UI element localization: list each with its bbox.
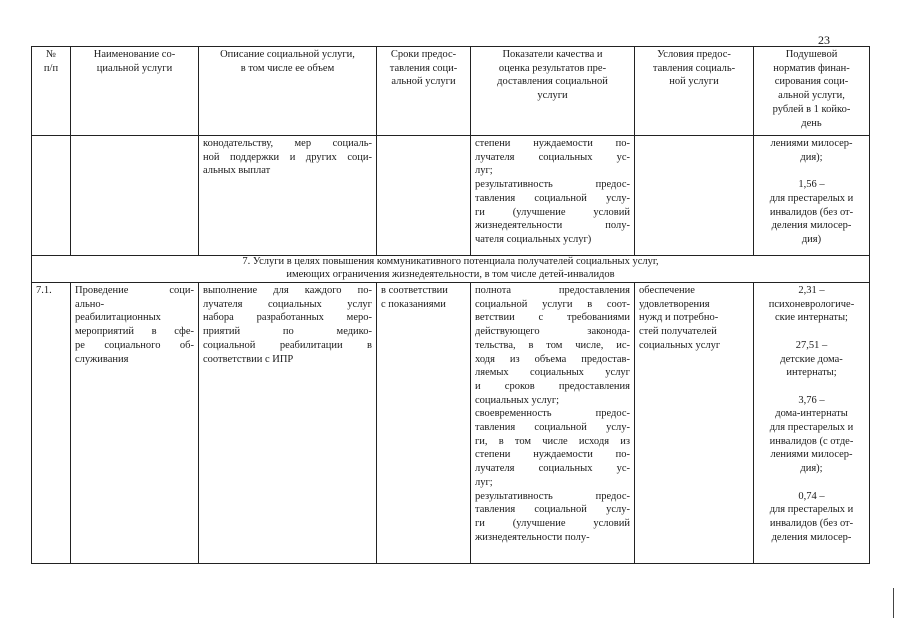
text-line: ги, в том числе исходя из	[475, 435, 630, 447]
service-norm-cell	[754, 283, 870, 564]
header-terms	[377, 47, 471, 136]
text-line: Описание социальной услуги,	[220, 49, 355, 60]
cont-norm-cell	[754, 136, 870, 256]
text-line: и сроков предоставления	[475, 380, 630, 392]
text-line: конодательству, мер социаль-	[203, 138, 372, 149]
text-line: Подушевой	[785, 49, 838, 60]
cont-number-cell	[32, 136, 71, 256]
cont-quality-cell	[471, 136, 635, 256]
text-line: служивания	[75, 353, 129, 365]
text-line: день	[801, 117, 822, 129]
services-table	[31, 46, 870, 564]
text-line: мероприятий в сфе-	[75, 326, 194, 338]
page-number: 23	[818, 33, 830, 47]
text-line: тавления соци-	[389, 62, 458, 74]
text-line: дия);	[800, 463, 823, 475]
text-line: альной услуги,	[778, 90, 845, 102]
text-line: социальных услуг;	[475, 394, 560, 406]
text-line: жизнедеятельности полу-	[475, 220, 630, 232]
header-conditions	[635, 47, 754, 136]
text-line: действующего законода-	[475, 326, 630, 338]
text-line: дия)	[801, 233, 822, 245]
text-line: рублей в 1 койко-	[772, 103, 851, 115]
text-line	[758, 325, 865, 339]
cont-description-cell	[199, 136, 377, 256]
text-line: интернаты;	[786, 367, 837, 379]
text-line: ре социального об-	[75, 339, 194, 351]
text-line: лучателя социальных ус-	[475, 463, 630, 475]
text-line: ально-	[75, 298, 105, 310]
text-line: нужд и потребно-	[639, 312, 719, 324]
text-line: лучателя социальных ус-	[475, 151, 630, 163]
header-norm	[754, 47, 870, 136]
text-line: луг;	[475, 165, 493, 177]
text-line: набора разработанных меро-	[203, 312, 372, 324]
text-line: доставления социальной	[497, 76, 608, 88]
section-title-line-2: имеющих ограничения жизнедеятельности, в том числе детей-инвалидов	[286, 268, 615, 280]
text-line: с показаниями	[381, 298, 446, 310]
table-header-row	[32, 47, 870, 136]
text-line: для престарелых и	[769, 192, 854, 204]
text-line: лениями милосер-	[770, 449, 853, 461]
section-heading	[32, 256, 870, 283]
text-line: социальных услуг	[639, 339, 721, 351]
text-line: результативность предос-	[475, 490, 630, 502]
text-line: луг;	[475, 476, 493, 488]
service-name-cell	[71, 283, 199, 564]
text-line: социальной услуги в соот-	[475, 298, 630, 310]
text-line: полнота предоставления	[475, 285, 630, 296]
header-number	[32, 47, 71, 136]
text-line: своевременность предос-	[475, 408, 630, 420]
text-line: Сроки предос-	[390, 49, 457, 60]
text-line: услуги	[537, 90, 568, 102]
text-line: Условия предос-	[657, 49, 731, 60]
text-line: №	[45, 49, 57, 60]
text-line: дия);	[800, 151, 823, 163]
text-line: ские интернаты;	[775, 312, 848, 324]
text-line: деления милосер-	[771, 531, 852, 543]
text-line: выполнение для каждого по-	[203, 285, 372, 296]
text-line: детские дома-	[780, 353, 843, 365]
service-conditions-cell	[635, 283, 754, 564]
row-number: 7.1.	[32, 283, 71, 564]
header-service-name	[71, 47, 199, 136]
header-description	[199, 47, 377, 136]
text-line: для престарелых и	[769, 504, 854, 516]
text-line: 2,31 –	[798, 285, 825, 296]
text-line: для престарелых и	[769, 422, 854, 434]
text-line: ги (улучшение условий	[475, 517, 630, 529]
text-line: инвалидов (с отде-	[769, 435, 854, 447]
text-line: стей получателей	[639, 326, 717, 338]
text-line: жизнедеятельности полу-	[475, 531, 590, 543]
text-line: ной услуги	[669, 76, 719, 88]
text-line	[758, 164, 865, 178]
text-line: 0,74 –	[798, 490, 825, 502]
text-line: в соответствии	[381, 285, 448, 296]
text-line: лучателя социальных услуг	[203, 298, 372, 310]
text-line: чателя социальных услуг)	[475, 233, 592, 245]
text-line: соответствии с ИПР	[203, 353, 294, 365]
text-line: альных выплат	[203, 165, 271, 177]
text-line: Наименование со-	[93, 49, 176, 60]
text-line: социальной реабилитации в	[203, 339, 372, 351]
text-line: тавления социальной услу-	[475, 192, 630, 204]
cont-terms-cell	[377, 136, 471, 256]
text-line: степени нуждаемости по-	[475, 138, 630, 149]
text-line: тавления социальной услу-	[475, 422, 630, 434]
text-line: норматив финан-	[773, 62, 850, 74]
text-line: обеспечение	[639, 285, 695, 296]
text-line: психоневрологиче-	[768, 298, 855, 310]
text-line: инвалидов (без от-	[769, 517, 854, 529]
text-line: альной услуги	[391, 76, 456, 88]
continued-row	[32, 136, 870, 256]
text-line: ветствии с требованиями	[475, 312, 630, 324]
text-line: ги (улучшение условий	[475, 206, 630, 218]
text-line: дома-интернаты	[775, 408, 848, 420]
text-line: тельства, в том числе, ис-	[475, 339, 630, 351]
text-line: тавления социальной услу-	[475, 504, 630, 516]
text-line: тавления социаль-	[652, 62, 736, 74]
text-line: ляемых социальных услуг	[475, 367, 630, 379]
text-line: инвалидов (без от-	[769, 206, 854, 218]
text-line: Проведение соци-	[75, 285, 194, 296]
header-quality	[471, 47, 635, 136]
scan-edge-mark	[893, 588, 894, 618]
text-line: сирования соци-	[774, 76, 849, 88]
section-title-line-1: 7. Услуги в целях повышения коммуникативного потенциала получателей социальных услуг,	[242, 256, 659, 267]
cont-conditions-cell	[635, 136, 754, 256]
text-line: реабилитационных	[75, 312, 161, 324]
text-line: 1,56 –	[798, 179, 825, 191]
service-description-cell	[199, 283, 377, 564]
text-line: деления милосер-	[771, 220, 852, 232]
text-line: оценка результатов пре-	[498, 62, 607, 74]
section-heading-row	[32, 256, 870, 283]
text-line: результативность предос-	[475, 179, 630, 191]
text-line: приятий по медико-	[203, 326, 372, 338]
text-line: удовлетворения	[639, 298, 710, 310]
text-line: Показатели качества и	[502, 49, 603, 60]
text-line: п/п	[43, 62, 59, 74]
text-line: степени нуждаемости по-	[475, 449, 630, 461]
text-line: лениями милосер-	[770, 138, 853, 149]
text-line: в том числе ее объем	[240, 62, 335, 74]
text-line: 3,76 –	[798, 394, 825, 406]
text-line: циальной услуги	[96, 62, 173, 74]
text-line: ходя из объема предостав-	[475, 353, 630, 365]
service-row-7-1	[32, 283, 870, 564]
cont-name-cell	[71, 136, 199, 256]
text-line	[758, 476, 865, 490]
service-terms-cell	[377, 283, 471, 564]
text-line	[758, 380, 865, 394]
service-quality-cell	[471, 283, 635, 564]
text-line: ной поддержки и других соци-	[203, 151, 372, 163]
text-line: 27,51 –	[795, 339, 828, 351]
